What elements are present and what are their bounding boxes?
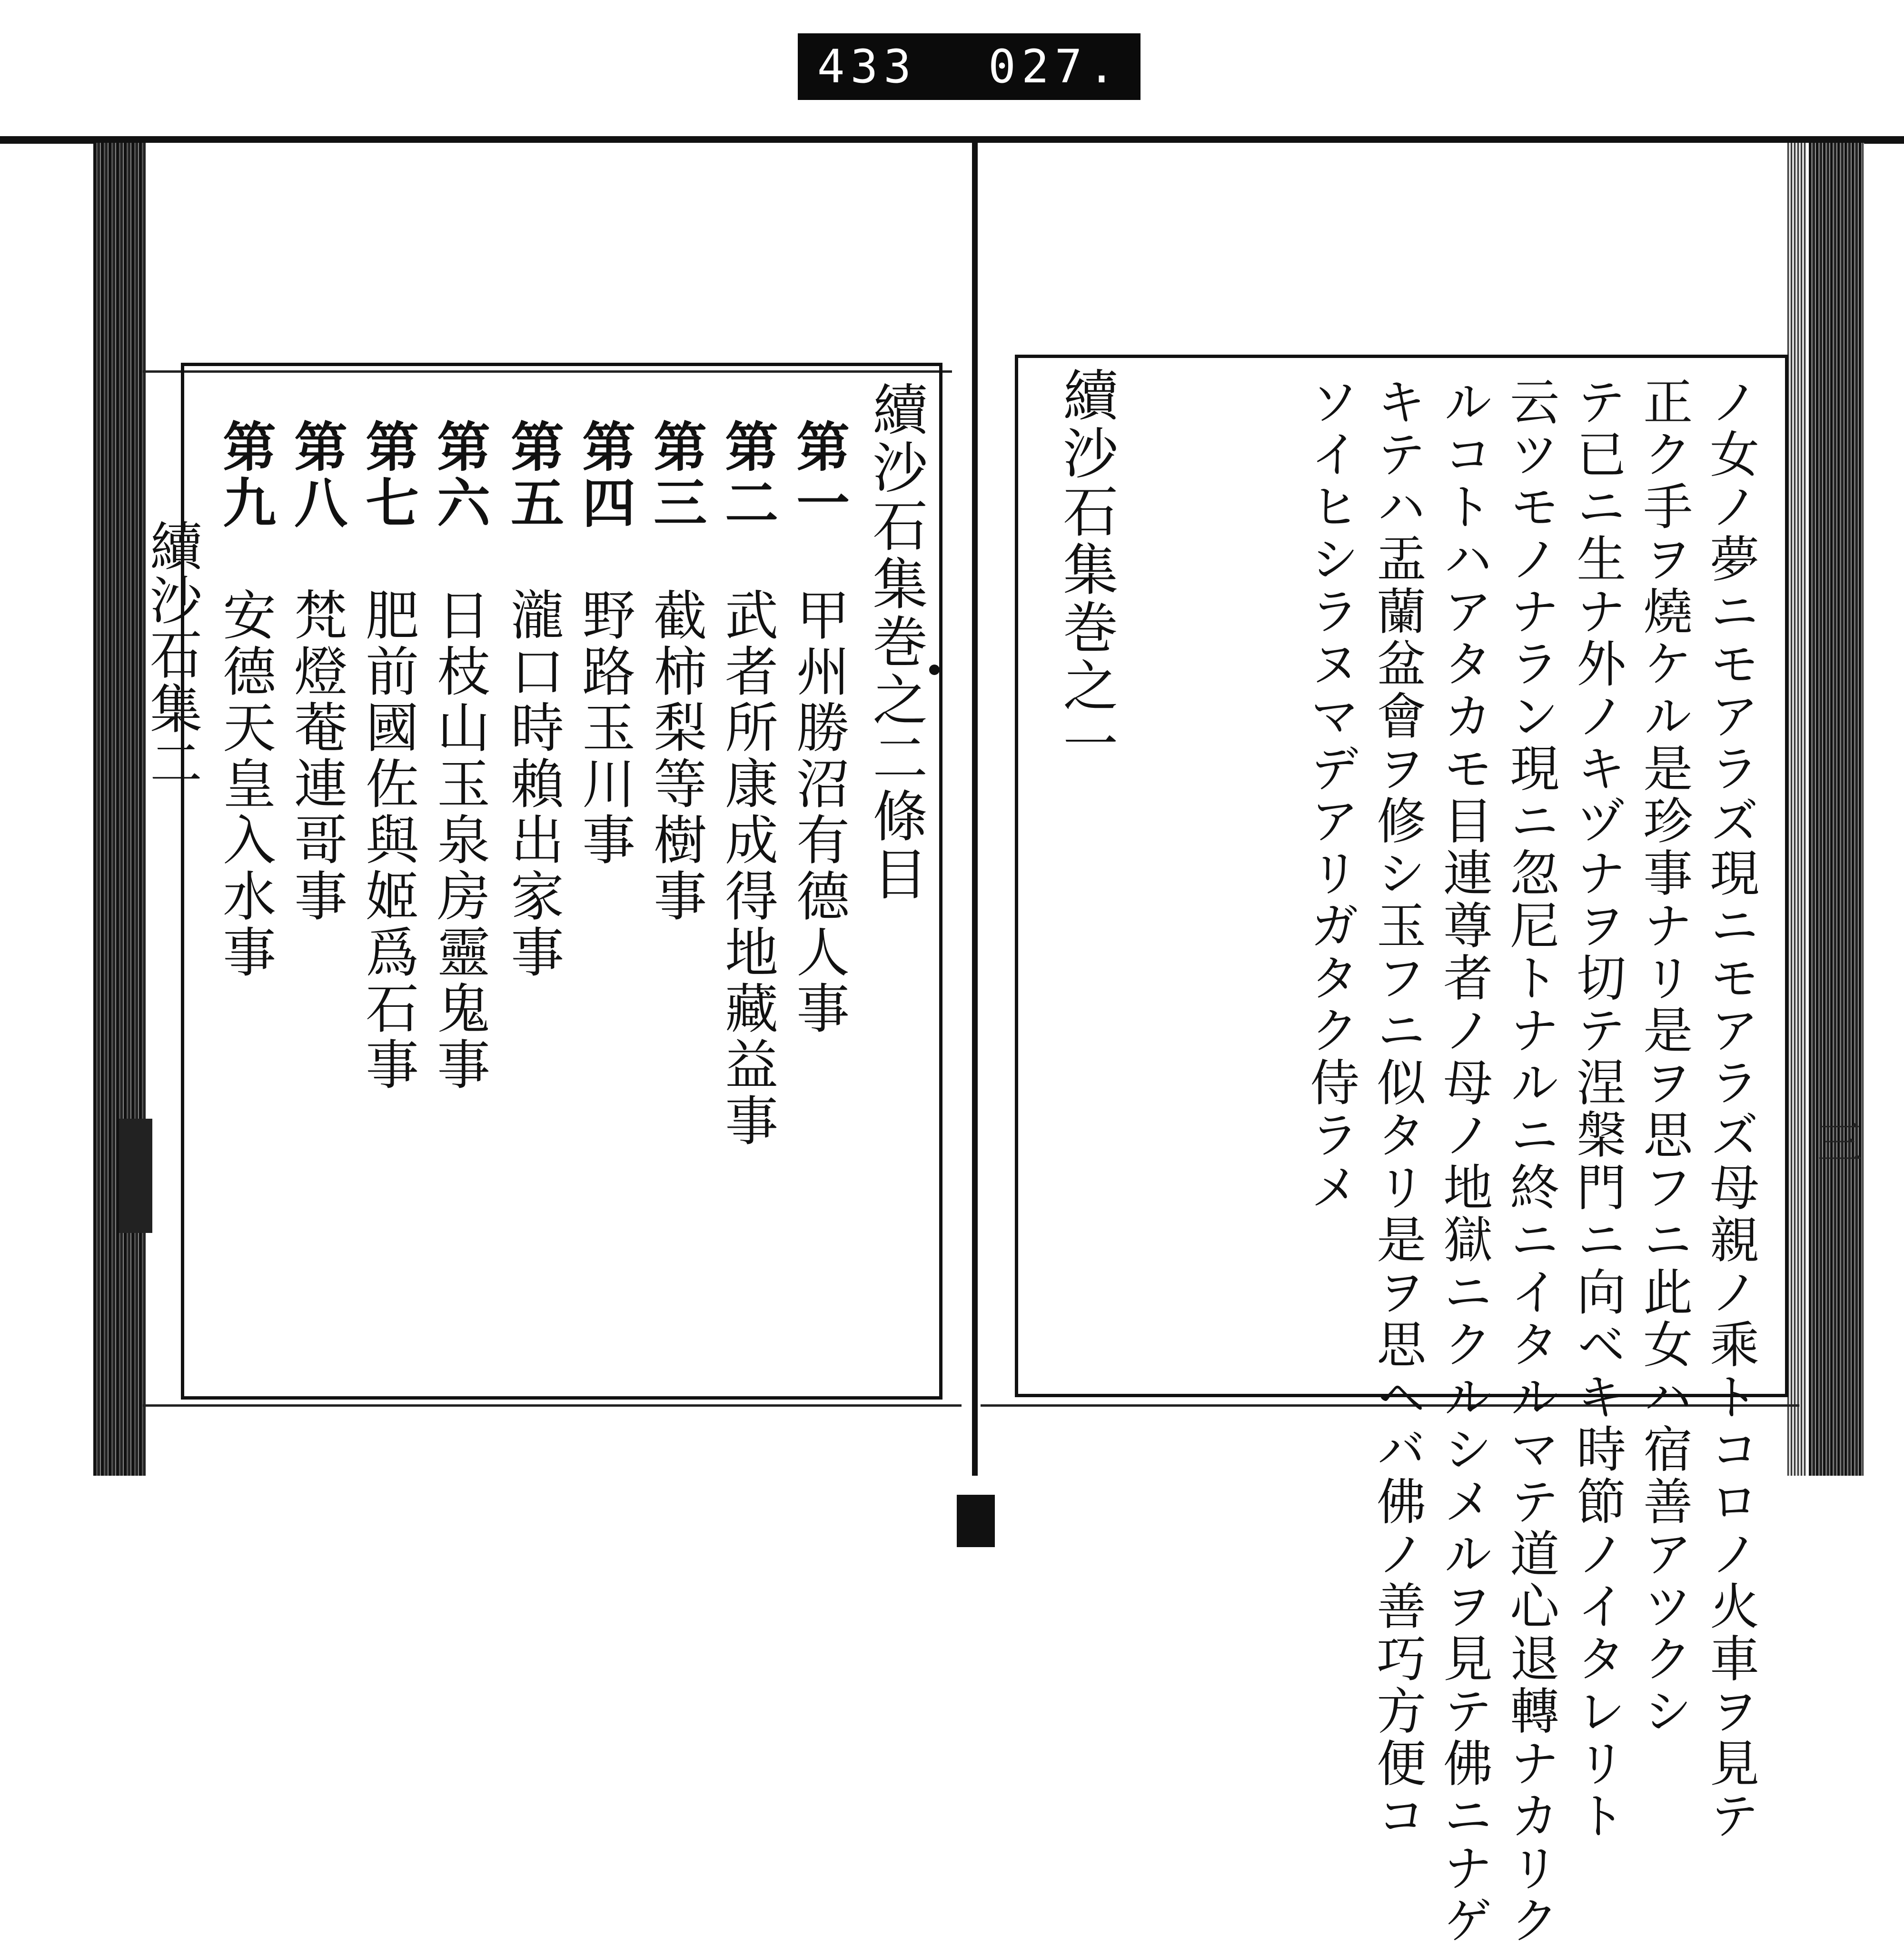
body-line-7: ソイヒシラヌマデアリガタク侍ラメ	[1301, 376, 1360, 1214]
entry-title: 日枝山玉泉房靈鬼事	[428, 587, 490, 1093]
entry-title: 截柿梨等樹事	[645, 587, 707, 924]
entry-title: 肥前國佐與姬爲石事	[357, 587, 419, 1093]
chapter-end-title: 續沙石集巻之一	[1053, 367, 1118, 773]
entry-title: 梵燈菴連哥事	[285, 587, 347, 924]
gutter-base	[957, 1495, 995, 1547]
contents-entry-9	[214, 419, 277, 981]
left-page-footer-line	[143, 1404, 962, 1407]
center-gutter	[972, 143, 978, 1476]
entry-number: 第四	[573, 419, 636, 531]
contents-entry-8	[285, 419, 348, 924]
entry-number: 第二	[716, 419, 779, 531]
contents-entry-7	[357, 419, 419, 1093]
entry-title: 野路玉川事	[573, 587, 635, 868]
entry-number: 第八	[285, 419, 348, 531]
entry-title: 武者所康成得地藏益事	[716, 587, 778, 1149]
left-page-heading: 續沙石集巻之二條目	[863, 381, 928, 904]
right-page-edge	[1809, 143, 1864, 1476]
entry-number: 第一	[787, 419, 850, 531]
film-tag-left: 433	[817, 40, 917, 93]
contents-entry-5	[502, 419, 565, 981]
film-tag-right: 027.	[988, 40, 1121, 93]
entry-number: 第六	[428, 419, 491, 531]
contents-entry-6	[428, 419, 491, 1093]
contents-entry-4	[573, 419, 636, 868]
film-frame-tag	[798, 33, 1140, 100]
left-page-edge	[93, 143, 146, 1476]
right-page-edge-inner	[1787, 143, 1806, 1476]
body-line-2: 正ク手ヲ燒ケル是珍事ナリ是ヲ思フニ此女ハ宿善アツクシ	[1635, 376, 1693, 1738]
body-line-3: テ已ニ生ナ外ノキヅナヲ切テ涅槃門ニ向ベキ時節ノイタレリト	[1568, 376, 1626, 1842]
body-line-1: ノ女ノ夢ニモアラズ現ニモアラズ母親ノ乘トコロノ火車ヲ見テ	[1701, 376, 1760, 1842]
contents-entry-1	[787, 419, 850, 1037]
entry-title: 安德天皇入水事	[214, 587, 276, 981]
entry-number: 第九	[214, 419, 277, 531]
entry-title: 瀧口時賴出家事	[502, 587, 564, 981]
spine-label-right: 三	[1810, 1119, 1863, 1164]
body-line-4: 云ツモノナラン現ニ忽尼トナルニ終ニイタルマテ道心退轉ナカリク	[1501, 376, 1560, 1947]
contents-entry-3	[645, 419, 707, 924]
spine-label-left: 續沙石集二	[141, 519, 202, 790]
heading-dot	[929, 665, 940, 675]
body-line-5: ルコトハアタカモ目連尊者ノ母ノ地獄ニクルシメルヲ見テ佛ニナゲ	[1435, 376, 1493, 1947]
entry-number: 第七	[357, 419, 419, 531]
entry-title: 甲州勝沼有德人事	[787, 587, 850, 1037]
spine-block-left	[119, 1119, 152, 1233]
contents-entry-2	[716, 419, 779, 1149]
entry-number: 第三	[645, 419, 707, 531]
body-line-6: キテハ盂蘭盆會ヲ修シ玉フニ似タリ是ヲ思ヘバ佛ノ善巧方便コ	[1368, 376, 1427, 1842]
entry-number: 第五	[502, 419, 565, 531]
